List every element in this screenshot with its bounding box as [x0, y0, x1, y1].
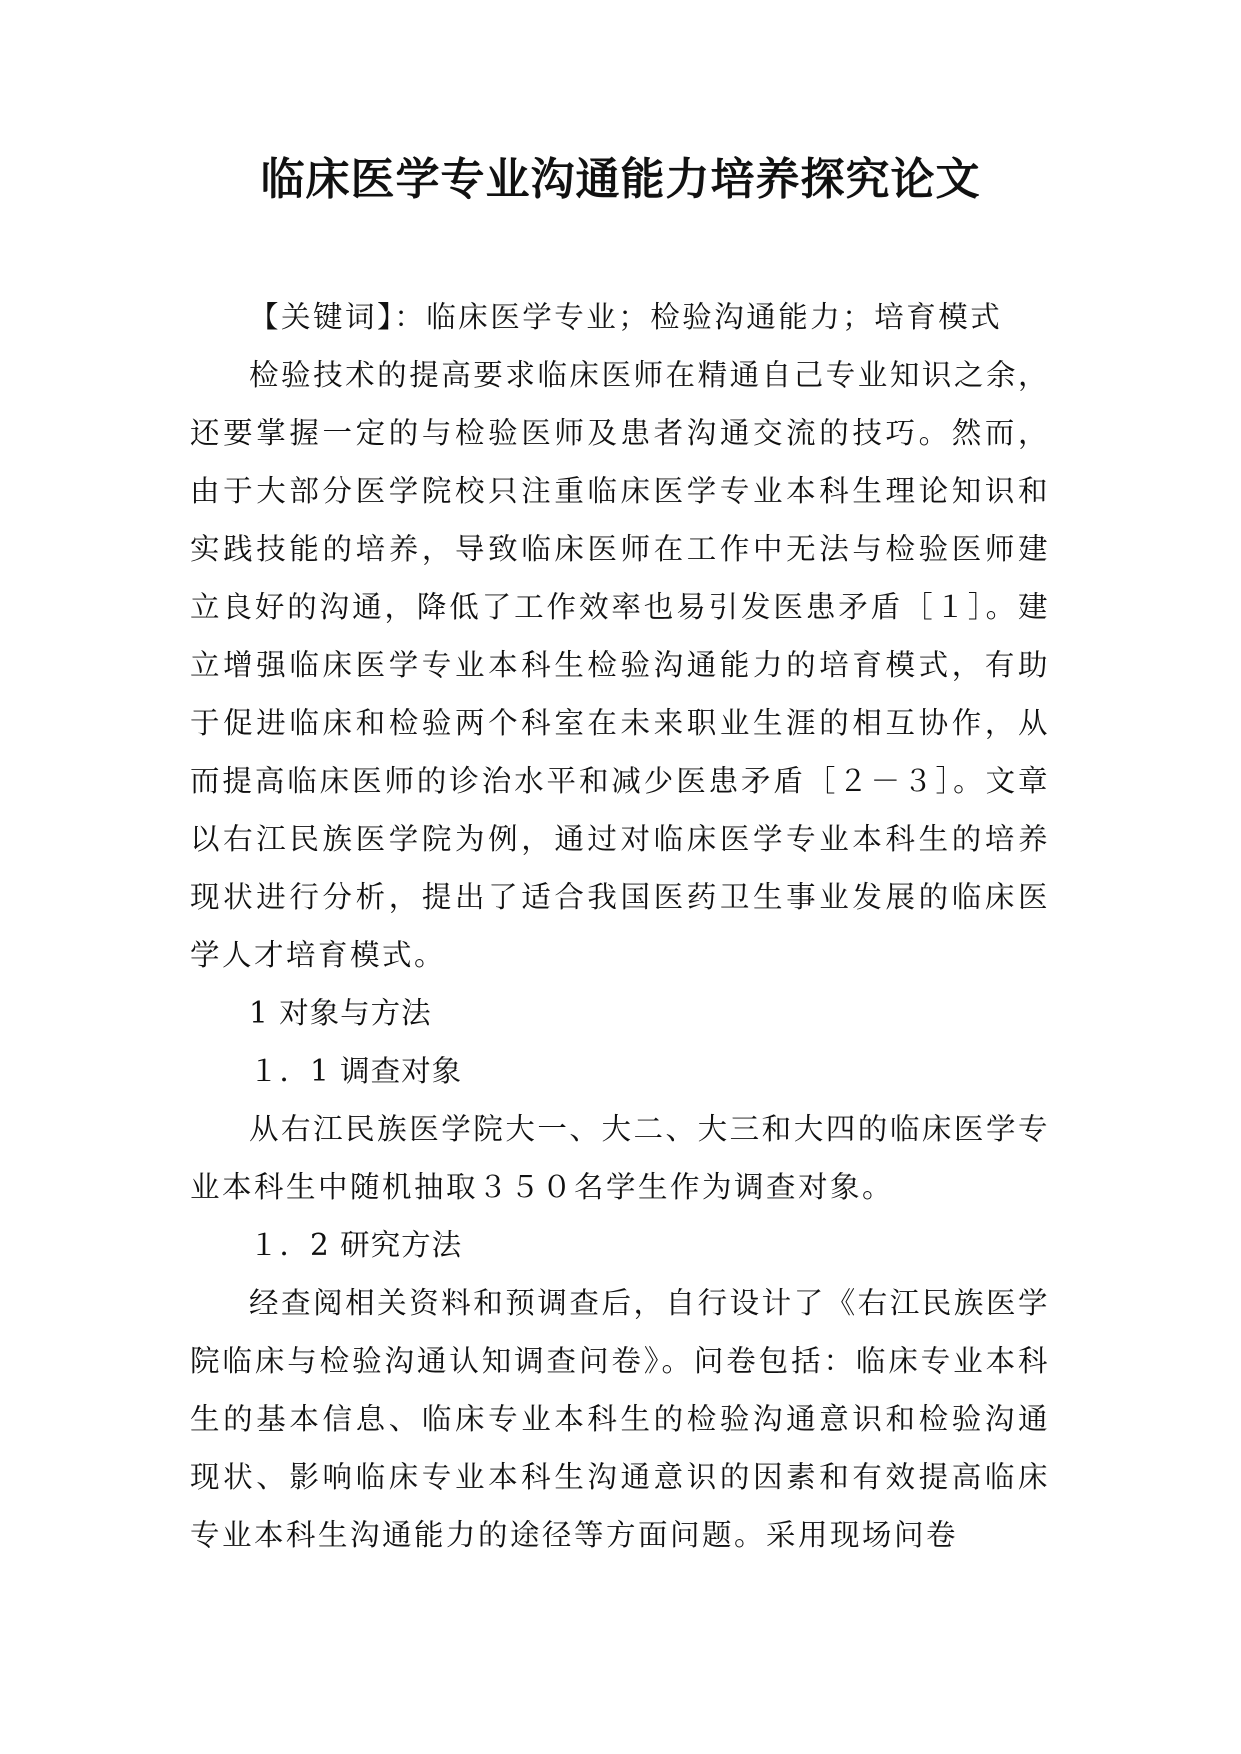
keywords-paragraph: 【关键词】：临床医学专业；检验沟通能力；培育模式 — [249, 300, 1003, 334]
section-1-2-paragraph: 经查阅相关资料和预调查后，自行设计了《右江民族医学院临床与检验沟通认知调查问卷》。问卷包括：临床专业本科生的基本信息、临床专业本科生的检验沟通意识和检验沟通现状、影响临床专业本科生沟通意识的因素和有效提高临床专业本科生沟通能力的途径等方面问题。采用现场问卷 — [190, 1286, 1050, 1552]
document-body — [190, 288, 1050, 1564]
section-1-heading: 1 对象与方法 — [249, 996, 432, 1030]
section-1-2-heading: １．2 研究方法 — [249, 1228, 463, 1262]
section-1-1-paragraph: 从右江民族医学院大一、大二、大三和大四的临床医学专业本科生中随机抽取３５０名学生作为调查对象。 — [190, 1112, 1050, 1204]
section-1-1-heading: １．1 调查对象 — [249, 1054, 463, 1088]
intro-paragraph: 检验技术的提高要求临床医师在精通自己专业知识之余，还要掌握一定的与检验医师及患者沟通交流的技巧。然而，由于大部分医学院校只注重临床医学专业本科生理论知识和实践技能的培养，导致临床医师在工作中无法与检验医师建立良好的沟通，降低了工作效率也易引发医患矛盾［１］。建立增强临床医学专业本科生检验沟通能力的培育模式，有助于促进临床和检验两个科室在未来职业生涯的相互协作，从而提高临床医师的诊治水平和减少医患矛盾［２－３］。文章以右江民族医学院为例，通过对临床医学专业本科生的培养现状进行分析，提出了适合我国医药卫生事业发展的临床医学人才培育模式。 — [190, 358, 1050, 972]
document-title: 临床医学专业沟通能力培养探究论文 — [260, 154, 981, 205]
